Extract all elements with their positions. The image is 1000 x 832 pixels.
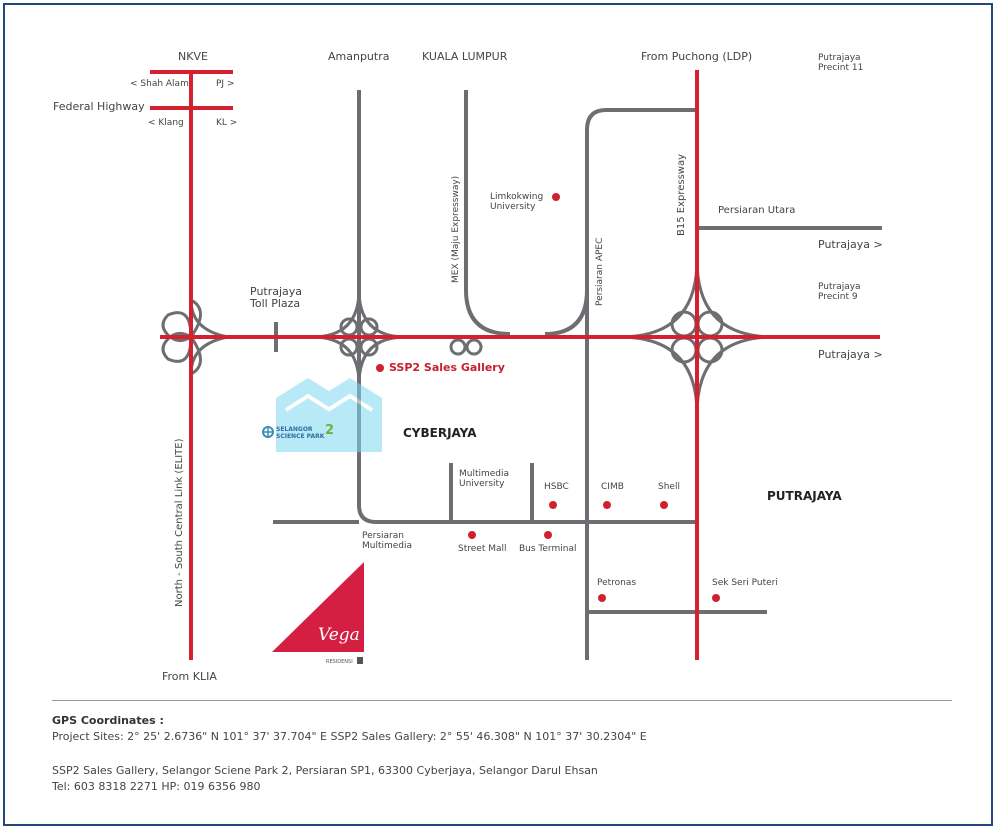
cimb-marker bbox=[603, 501, 611, 509]
label-persiaran-multimedia: Persiaran Multimedia bbox=[362, 531, 413, 551]
selangor-science-park-logo bbox=[263, 427, 273, 437]
shell-marker bbox=[660, 501, 668, 509]
label-klang: < Klang bbox=[148, 118, 184, 128]
amanputra-interchange bbox=[312, 290, 359, 337]
label-toll-plaza: Putrajaya Toll Plaza bbox=[250, 285, 303, 311]
contact-info bbox=[52, 713, 647, 795]
street-mall-marker bbox=[468, 531, 476, 539]
label-street-mall: Street Mall bbox=[458, 544, 507, 554]
ssp2-sales-marker bbox=[376, 364, 384, 372]
address-line: SSP2 Sales Gallery, Selangor Sciene Park 2, Persiaran SP1, 63300 Cyberjaya, Selangor Darul Ehsan bbox=[52, 764, 598, 777]
bus-terminal-marker bbox=[544, 531, 552, 539]
location-markers bbox=[376, 193, 720, 602]
label-ssp2-sales-gallery: SSP2 Sales Gallery bbox=[389, 361, 505, 374]
apec-curve bbox=[545, 290, 587, 334]
hsbc-marker bbox=[549, 501, 557, 509]
label-shell: Shell bbox=[658, 482, 680, 492]
residensi-text: RESIDENSI bbox=[326, 659, 353, 665]
sek-seri-puteri-marker bbox=[712, 594, 720, 602]
divider bbox=[52, 700, 952, 701]
label-bus-terminal: Bus Terminal bbox=[519, 544, 577, 554]
b15-interchange bbox=[620, 260, 697, 337]
label-north-south-link: North - South Central Link (ELITE) bbox=[174, 438, 185, 607]
label-persiaran-utara: Persiaran Utara bbox=[718, 205, 796, 216]
vega-logo bbox=[272, 562, 364, 665]
minor-roads bbox=[273, 90, 882, 660]
label-persiaran-apec: Persiaran APEC bbox=[595, 237, 605, 306]
label-hsbc: HSBC bbox=[544, 482, 569, 492]
petronas-marker bbox=[598, 594, 606, 602]
label-b15: B15 Expressway bbox=[676, 153, 687, 236]
watermark-house-logo bbox=[276, 378, 382, 452]
label-petronas: Petronas bbox=[597, 578, 637, 588]
label-mex: MEX (Maju Expressway) bbox=[451, 175, 461, 283]
label-amanputra: Amanputra bbox=[328, 50, 390, 63]
label-kl: KL > bbox=[216, 118, 238, 128]
label-selangor-logo: SELANGOR SCIENCE PARK bbox=[276, 426, 325, 440]
label-sek-seri-puteri: Sek Seri Puteri bbox=[712, 578, 778, 588]
gps-title: GPS Coordinates : bbox=[52, 714, 164, 727]
label-cyberjaya: CYBERJAYA bbox=[403, 426, 477, 440]
phone-line: Tel: 603 8318 2271 HP: 019 6356 980 bbox=[52, 780, 261, 793]
label-putrajaya-arrow-1: Putrajaya > bbox=[818, 238, 883, 251]
label-pj: PJ > bbox=[216, 79, 235, 89]
label-putrajaya-arrow-2: Putrajaya > bbox=[818, 348, 883, 361]
label-selangor-logo-number: 2 bbox=[325, 423, 335, 438]
label-from-klia: From KLIA bbox=[162, 670, 217, 683]
label-limkokwing: Limkokwing University bbox=[490, 192, 544, 212]
vega-text: Vega bbox=[318, 625, 360, 645]
label-federal-highway: Federal Highway bbox=[53, 100, 145, 113]
label-putrajaya: PUTRAJAYA bbox=[767, 489, 842, 503]
label-nkve: NKVE bbox=[178, 50, 208, 63]
label-shah-alam: < Shah Alam bbox=[130, 79, 189, 89]
label-from-puchong: From Puchong (LDP) bbox=[641, 50, 753, 63]
mex-loop bbox=[451, 340, 465, 354]
major-roads-overlay bbox=[160, 250, 880, 420]
label-cimb: CIMB bbox=[601, 482, 624, 492]
label-precint-9: Putrajaya Precint 9 bbox=[818, 282, 861, 302]
gps-coordinates: Project Sites: 2° 25' 2.6736" N 101° 37' 37.704" E SSP2 Sales Gallery: 2° 55' 46.308" N 101° 37' 30.2304" E bbox=[52, 730, 647, 743]
label-kuala-lumpur: KUALA LUMPUR bbox=[422, 50, 508, 63]
limkokwing-marker bbox=[552, 193, 560, 201]
label-multimedia-university: Multimedia University bbox=[459, 469, 510, 489]
amanputra-road bbox=[359, 90, 697, 522]
residensi-badge bbox=[357, 657, 363, 664]
label-precint-11: Putrajaya Precint 11 bbox=[818, 53, 864, 73]
major-roads bbox=[150, 70, 880, 660]
